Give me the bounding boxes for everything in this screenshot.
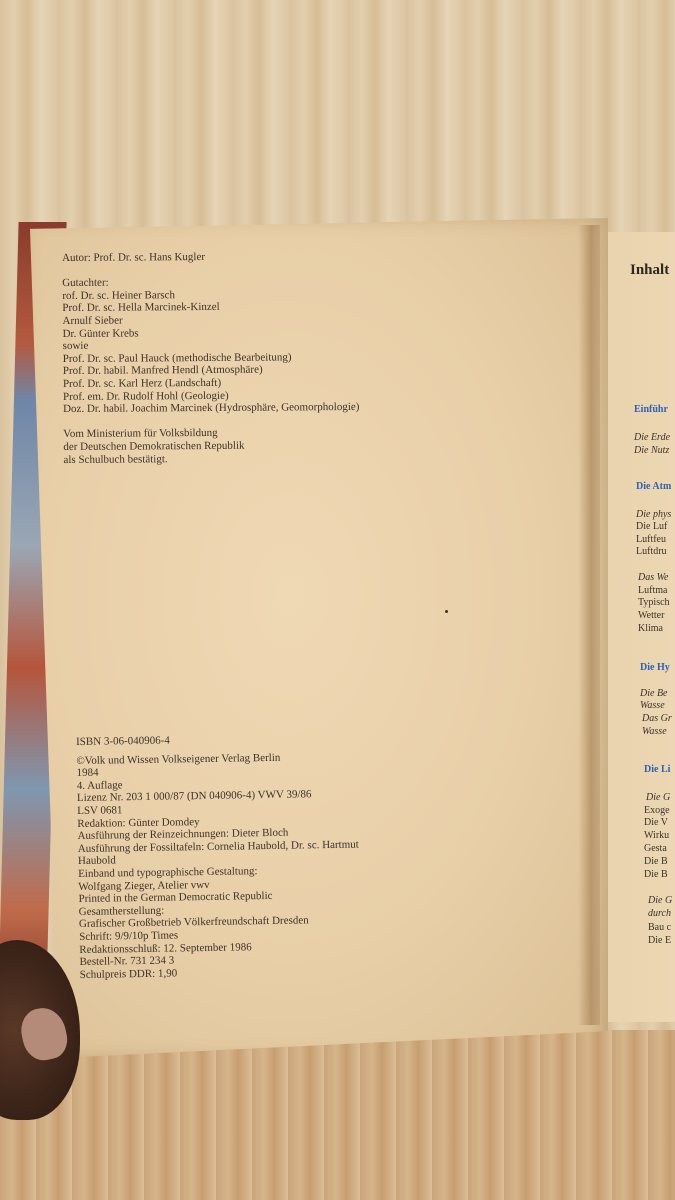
toc-entry: Die B: [644, 856, 668, 867]
imprint-line: 1984: [76, 766, 99, 780]
toc-entry: Die B: [644, 869, 668, 880]
toc-entry: Exoge: [644, 805, 670, 816]
reviewer-line: Doz. Dr. habil. Joachim Marcinek (Hydrosphäre, Geomorphologie): [63, 401, 360, 416]
imprint-line: LSV 0681: [77, 804, 123, 817]
imprint-line: ©Volk und Wissen Volkseigener Verlag Berlin: [76, 751, 281, 767]
approval-line: als Schulbuch bestätigt.: [63, 452, 168, 466]
reviewer-line: Arnulf Sieber: [62, 314, 123, 327]
imprint-line: Lizenz Nr. 203 1 000/87 (DN 040906-4) VWV 39/86: [76, 788, 312, 805]
toc-entry: Die G: [646, 792, 671, 803]
toc-entry: Luftma: [638, 585, 668, 596]
imprint-line: 4. Auflage: [76, 779, 123, 792]
imprint-block: [76, 732, 361, 982]
imprint-line: Ausführung der Reinzeichnungen: Dieter Bloch: [77, 826, 289, 843]
imprint-line: Schulpreis DDR: 1,90: [79, 967, 178, 981]
imprint-line: Einband und typographische Gestaltung:: [78, 865, 258, 880]
toc-entry: Die Luf: [636, 521, 668, 532]
toc-section-heading: Die Li: [644, 764, 671, 775]
toc-entry: Die Nutz: [634, 445, 670, 456]
toc-entry: Luftdru: [636, 546, 667, 557]
toc-section-heading: Die Hy: [640, 662, 670, 673]
ink-speck: [445, 610, 448, 613]
toc-section-heading: Die Atm: [636, 481, 672, 492]
imprint-line: Ausführung der Fossiltafeln: Cornelia Haubold, Dr. sc. Hartmut: [77, 838, 359, 855]
toc-entry: Klima: [638, 623, 663, 634]
toc-entry: Wasse: [640, 700, 665, 711]
reviewer-line: Prof. Dr. sc. Hella Marcinek-Kinzel: [62, 301, 220, 315]
toc-entry: Luftfeu: [636, 534, 666, 545]
toc-entry: Typisch: [638, 597, 670, 608]
imprint-line: Redaktionsschluß: 12. September 1986: [79, 940, 252, 956]
reviewer-line: Prof. Dr. sc. Karl Herz (Landschaft): [62, 376, 222, 390]
reviewer-line: Prof. Dr. habil. Manfred Hendl (Atmosphäre): [62, 363, 263, 378]
toc-entry: Die Erde: [634, 432, 671, 443]
toc-title: Inhalt: [630, 262, 670, 278]
toc-entry: Gesta: [644, 843, 667, 854]
imprint-line: Wolfgang Zieger, Atelier vwv: [78, 878, 210, 893]
toc-entry: Die V: [644, 817, 668, 828]
toc-entry: durch: [648, 908, 671, 919]
reviewer-line: Dr. Günter Krebs: [62, 327, 139, 340]
author-line: Autor: Prof. Dr. sc. Hans Kugler: [62, 251, 206, 264]
toc-entry: Die G: [648, 895, 673, 906]
imprint-line: Haubold: [77, 854, 116, 868]
toc-entry: Das Gr: [642, 713, 672, 724]
reviewer-line: rof. Dr. sc. Heiner Barsch: [62, 288, 176, 302]
table-of-contents: [630, 262, 675, 962]
imprint-line: Printed in the German Democratic Republic: [78, 890, 273, 906]
reviewer-line: Prof. em. Dr. Rudolf Hohl (Geologie): [62, 389, 229, 403]
reviewers-heading: Gutachter:: [62, 276, 109, 290]
imprint-line: Schrift: 9/9/10p Times: [79, 929, 179, 943]
toc-entry: Wirku: [644, 830, 670, 841]
imprint-line: Gesamtherstellung:: [78, 904, 165, 918]
book-spine-shadow: [578, 225, 600, 1025]
toc-entry: Wasse: [642, 726, 667, 737]
isbn: ISBN 3-06-040906-4: [76, 734, 170, 748]
toc-entry: Die Be: [640, 688, 668, 699]
imprint-line: Grafischer Großbetrieb Völkerfreundschaft Dresden: [78, 914, 309, 931]
approval-line: der Deutschen Demokratischen Republik: [63, 439, 245, 453]
imprint-line: Redaktion: Günter Domdey: [77, 815, 200, 830]
toc-entry: Wetter: [638, 610, 665, 621]
reviewer-line: Prof. Dr. sc. Paul Hauck (methodische Bearbeitung): [62, 351, 292, 365]
toc-entry: Die phys: [636, 509, 672, 520]
toc-entry: Die E: [648, 935, 672, 946]
toc-section-heading: Einführ: [634, 404, 668, 415]
toc-entry: Das We: [638, 572, 669, 583]
approval-line: Vom Ministerium für Volksbildung: [63, 427, 218, 441]
author-reviewers-block: [62, 250, 360, 466]
toc-entry: Bau c: [648, 922, 672, 933]
reviewer-line: sowie: [62, 339, 89, 353]
imprint-line: Bestell-Nr. 731 234 3: [79, 954, 175, 969]
